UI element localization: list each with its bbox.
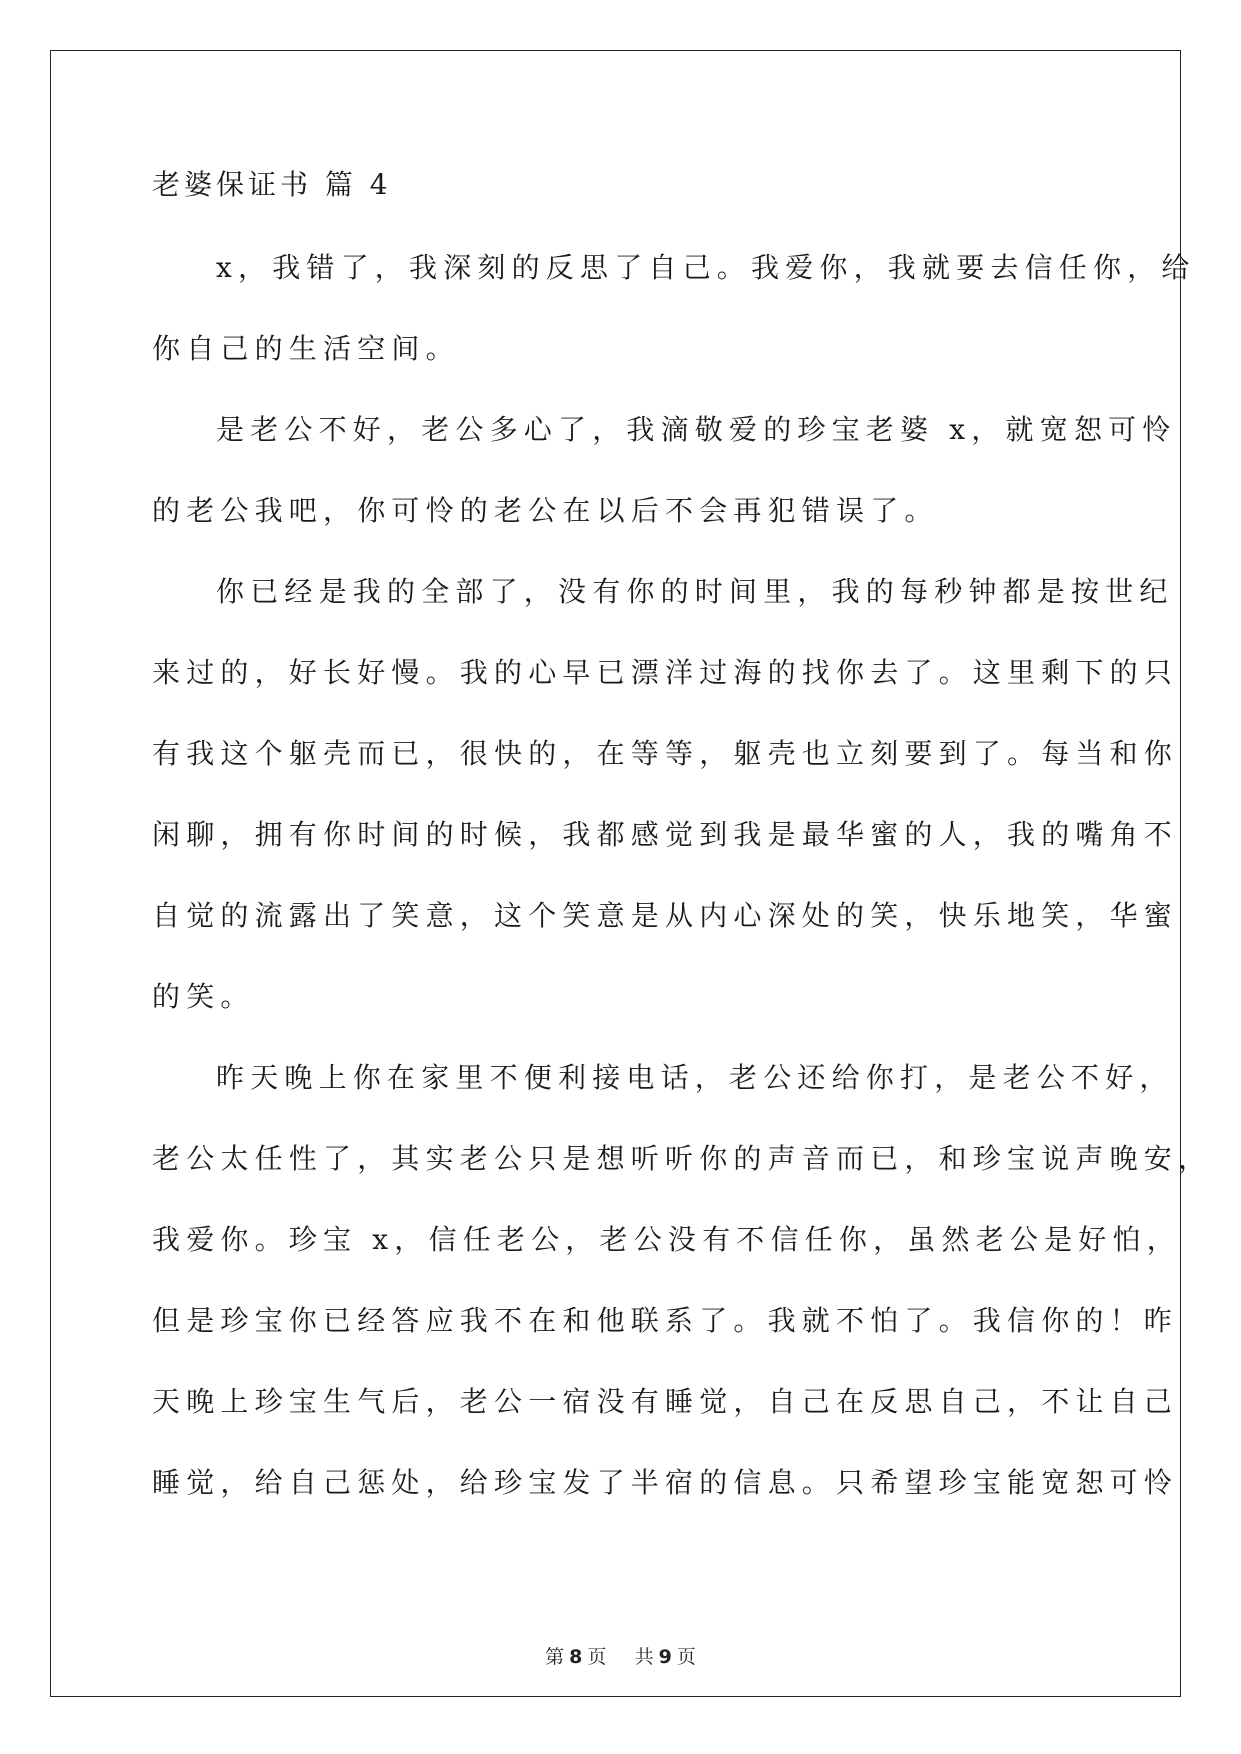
footer-total-suffix: 页 xyxy=(676,1646,696,1668)
footer-page-suffix: 页 xyxy=(587,1646,607,1668)
paragraph-line: 但是珍宝你已经答应我不在和他联系了。我就不怕了。我信你的！昨 xyxy=(152,1304,1179,1337)
paragraph-line: 天晚上珍宝生气后，老公一宿没有睡觉，自己在反思自己，不让自己 xyxy=(152,1385,1179,1418)
paragraph-line: 是老公不好，老公多心了，我滴敬爱的珍宝老婆 x，就宽恕可怜 xyxy=(216,413,1177,446)
paragraph xyxy=(152,389,1177,551)
paragraph xyxy=(152,1037,1213,1523)
paragraphs-container xyxy=(152,227,1213,1523)
paragraph xyxy=(152,227,1196,389)
document-body xyxy=(152,165,1213,1523)
section-heading: 老婆保证书 篇 4 xyxy=(152,168,392,201)
paragraph-line: 有我这个躯壳而已，很快的，在等等，躯壳也立刻要到了。每当和你 xyxy=(152,737,1179,770)
paragraph-line: 的笑。 xyxy=(152,980,255,1013)
paragraph-line: 昨天晚上你在家里不便利接电话，老公还给你打，是老公不好， xyxy=(216,1061,1174,1094)
paragraph-line: 睡觉，给自己惩处，给珍宝发了半宿的信息。只希望珍宝能宽恕可怜 xyxy=(152,1466,1179,1499)
footer-total-prefix: 共 xyxy=(634,1646,654,1668)
page-footer xyxy=(0,1642,1241,1669)
paragraph-line: 来过的，好长好慢。我的心早已漂洋过海的找你去了。这里剩下的只 xyxy=(152,656,1179,689)
paragraph xyxy=(152,551,1179,1037)
footer-page-number: 8 xyxy=(569,1646,583,1668)
paragraph-line: 闲聊，拥有你时间的时候，我都感觉到我是最华蜜的人，我的嘴角不 xyxy=(152,818,1179,851)
paragraph-line: 我爱你。珍宝 x，信任老公，老公没有不信任你，虽然老公是好怕， xyxy=(152,1223,1181,1256)
paragraph-line: 你自己的生活空间。 xyxy=(152,332,460,365)
paragraph-line: 自觉的流露出了笑意，这个笑意是从内心深处的笑，快乐地笑，华蜜 xyxy=(152,899,1179,932)
paragraph-line: 的老公我吧，你可怜的老公在以后不会再犯错误了。 xyxy=(152,494,939,527)
footer-total-pages: 9 xyxy=(658,1646,672,1668)
paragraph-line: 老公太任性了，其实老公只是想听听你的声音而已，和珍宝说声晚安， xyxy=(152,1142,1213,1175)
paragraph-line: 你已经是我的全部了，没有你的时间里，我的每秒钟都是按世纪 xyxy=(216,575,1174,608)
footer-prefix: 第 xyxy=(545,1646,565,1668)
paragraph-line: x，我错了，我深刻的反思了自己。我爱你，我就要去信任你，给 xyxy=(216,251,1196,284)
